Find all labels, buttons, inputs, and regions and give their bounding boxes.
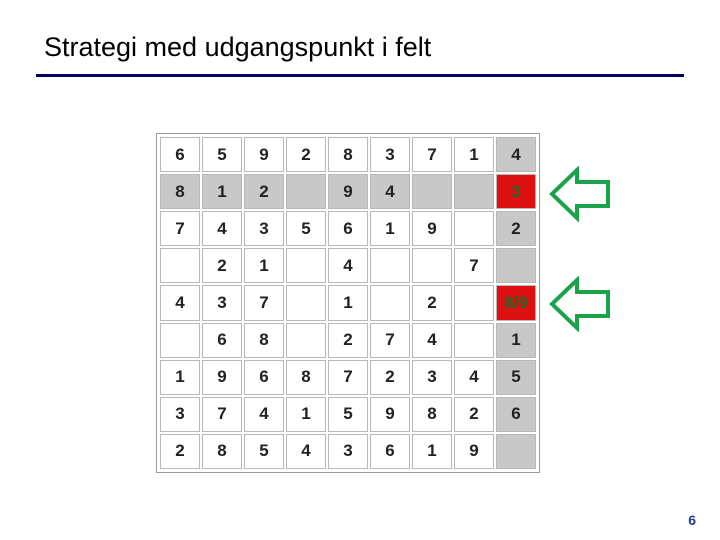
grid-cell: 2	[286, 137, 326, 172]
grid-cell: 2	[160, 434, 200, 469]
grid-cell: 6	[202, 323, 242, 358]
grid-cell: 1	[328, 285, 368, 320]
grid-cell: 7	[328, 360, 368, 395]
grid-cell: 1	[160, 360, 200, 395]
grid-cell: 5	[496, 360, 536, 395]
grid-cell: 2	[328, 323, 368, 358]
grid-cell: 7	[160, 211, 200, 246]
marked-cell: 3	[496, 174, 536, 209]
grid-cell: 8	[412, 397, 452, 432]
grid-cell: 7	[412, 137, 452, 172]
grid-cell: 7	[454, 248, 494, 283]
grid-cell: 4	[496, 137, 536, 172]
grid-cell: 8	[286, 360, 326, 395]
grid-cell: 2	[454, 397, 494, 432]
grid-cell: 8	[202, 434, 242, 469]
grid-cell: 6	[244, 360, 284, 395]
page-number: 6	[688, 512, 696, 528]
grid-cell	[286, 323, 326, 358]
grid-cell: 6	[496, 397, 536, 432]
grid-cell	[286, 285, 326, 320]
grid-cell: 5	[286, 211, 326, 246]
grid-cell: 1	[496, 323, 536, 358]
grid-cell: 8	[160, 174, 200, 209]
slide-title: Strategi med udgangspunkt i felt	[44, 32, 432, 62]
grid-cell: 4	[370, 174, 410, 209]
grid-cell: 5	[202, 137, 242, 172]
grid-cell: 2	[412, 285, 452, 320]
grid-cell: 3	[328, 434, 368, 469]
grid-cell: 1	[244, 248, 284, 283]
grid-cell: 9	[370, 397, 410, 432]
grid-cell: 4	[328, 248, 368, 283]
grid-cell: 5	[328, 397, 368, 432]
grid-cell: 7	[202, 397, 242, 432]
grid-cell	[160, 323, 200, 358]
left-arrow-icon	[549, 276, 611, 332]
grid-cell	[412, 174, 452, 209]
grid-cell: 9	[328, 174, 368, 209]
grid-cell	[286, 248, 326, 283]
grid-cell: 1	[202, 174, 242, 209]
grid-cell: 8	[244, 323, 284, 358]
grid-cell: 3	[160, 397, 200, 432]
grid-cell: 9	[454, 434, 494, 469]
grid-cell: 1	[412, 434, 452, 469]
grid-cell: 1	[286, 397, 326, 432]
grid-cell	[412, 248, 452, 283]
grid-cell: 1	[370, 211, 410, 246]
grid-cell	[454, 211, 494, 246]
grid-cell: 8	[328, 137, 368, 172]
marked-cell: 8/9	[496, 285, 536, 320]
grid-cell: 7	[244, 285, 284, 320]
grid-cell: 4	[286, 434, 326, 469]
grid-cell	[286, 174, 326, 209]
grid-cell	[454, 323, 494, 358]
grid-cell: 4	[412, 323, 452, 358]
grid-cell: 3	[244, 211, 284, 246]
grid-cell: 2	[202, 248, 242, 283]
grid-cell: 7	[370, 323, 410, 358]
sudoku-grid	[156, 133, 540, 473]
grid-cell: 6	[370, 434, 410, 469]
grid-cell: 3	[202, 285, 242, 320]
grid-cell: 9	[202, 360, 242, 395]
grid-cell: 4	[160, 285, 200, 320]
grid-cell: 2	[370, 360, 410, 395]
grid-cell	[454, 174, 494, 209]
grid-cell	[370, 285, 410, 320]
grid-cell: 5	[244, 434, 284, 469]
grid-cell: 9	[244, 137, 284, 172]
title-underline	[36, 74, 684, 77]
grid-cell: 9	[412, 211, 452, 246]
grid-cell: 6	[328, 211, 368, 246]
grid-cell: 2	[496, 211, 536, 246]
left-arrow-icon	[549, 166, 611, 222]
grid-cell: 4	[244, 397, 284, 432]
grid-cell	[496, 248, 536, 283]
grid-cell	[370, 248, 410, 283]
grid-cell	[454, 285, 494, 320]
grid-cell: 4	[202, 211, 242, 246]
grid-cell: 6	[160, 137, 200, 172]
grid-cell: 3	[370, 137, 410, 172]
grid-cell: 3	[412, 360, 452, 395]
grid-cell	[496, 434, 536, 469]
grid-cell: 4	[454, 360, 494, 395]
grid-cell	[160, 248, 200, 283]
grid-cell: 1	[454, 137, 494, 172]
grid-cell: 2	[244, 174, 284, 209]
